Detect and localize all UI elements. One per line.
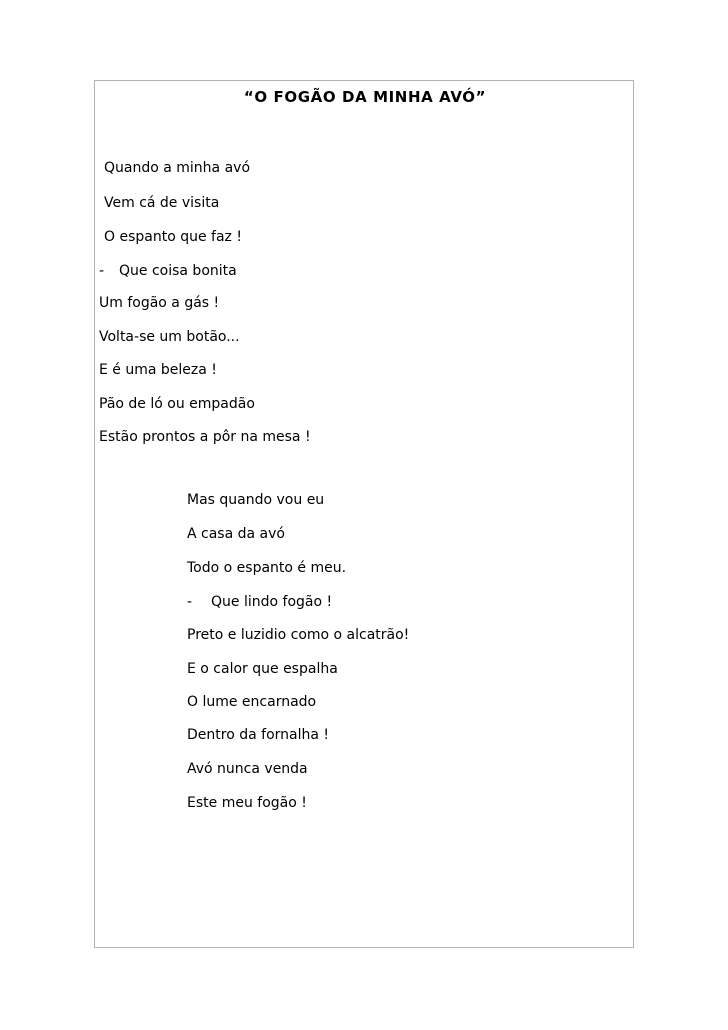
stanza1-line-8: Pão de ló ou empadão [99, 396, 255, 412]
poem-title: “O FOGÃO DA MINHA AVÓ” [243, 88, 487, 106]
stanza1-line-9: Estão prontos a pôr na mesa ! [99, 429, 311, 445]
stanza2-line-8: Dentro da fornalha ! [187, 727, 329, 743]
stanza2-line-3: Todo o espanto é meu. [187, 560, 347, 576]
stanza2-line-2: A casa da avó [187, 526, 285, 542]
stanza2-line-10: Este meu fogão ! [187, 795, 307, 811]
stanza1-line-7: E é uma beleza ! [99, 362, 217, 378]
stanza2-dash: - [187, 594, 193, 610]
stanza2-line-6: E o calor que espalha [187, 661, 338, 677]
stanza1-line-2: Vem cá de visita [104, 195, 220, 211]
stanza2-line-1: Mas quando vou eu [187, 492, 325, 508]
stanza2-dash-line [187, 593, 332, 611]
stanza1-dash: - [99, 263, 105, 279]
stanza2-line-5: Preto e luzidio como o alcatrão! [187, 627, 410, 643]
stanza1-dash-text: Que coisa bonita [119, 263, 237, 279]
stanza2-line-9: Avó nunca venda [187, 761, 308, 777]
stanza2-line-7: O lume encarnado [187, 694, 317, 710]
stanza1-line-3: O espanto que faz ! [104, 229, 242, 245]
stanza1-line-6: Volta-se um botão... [99, 329, 240, 345]
stanza1-line-1: Quando a minha avó [104, 160, 251, 176]
stanza1-line-5: Um fogão a gás ! [99, 295, 220, 311]
stanza1-dash-line [99, 262, 237, 280]
stanza2-dash-text: Que lindo fogão ! [211, 594, 333, 610]
